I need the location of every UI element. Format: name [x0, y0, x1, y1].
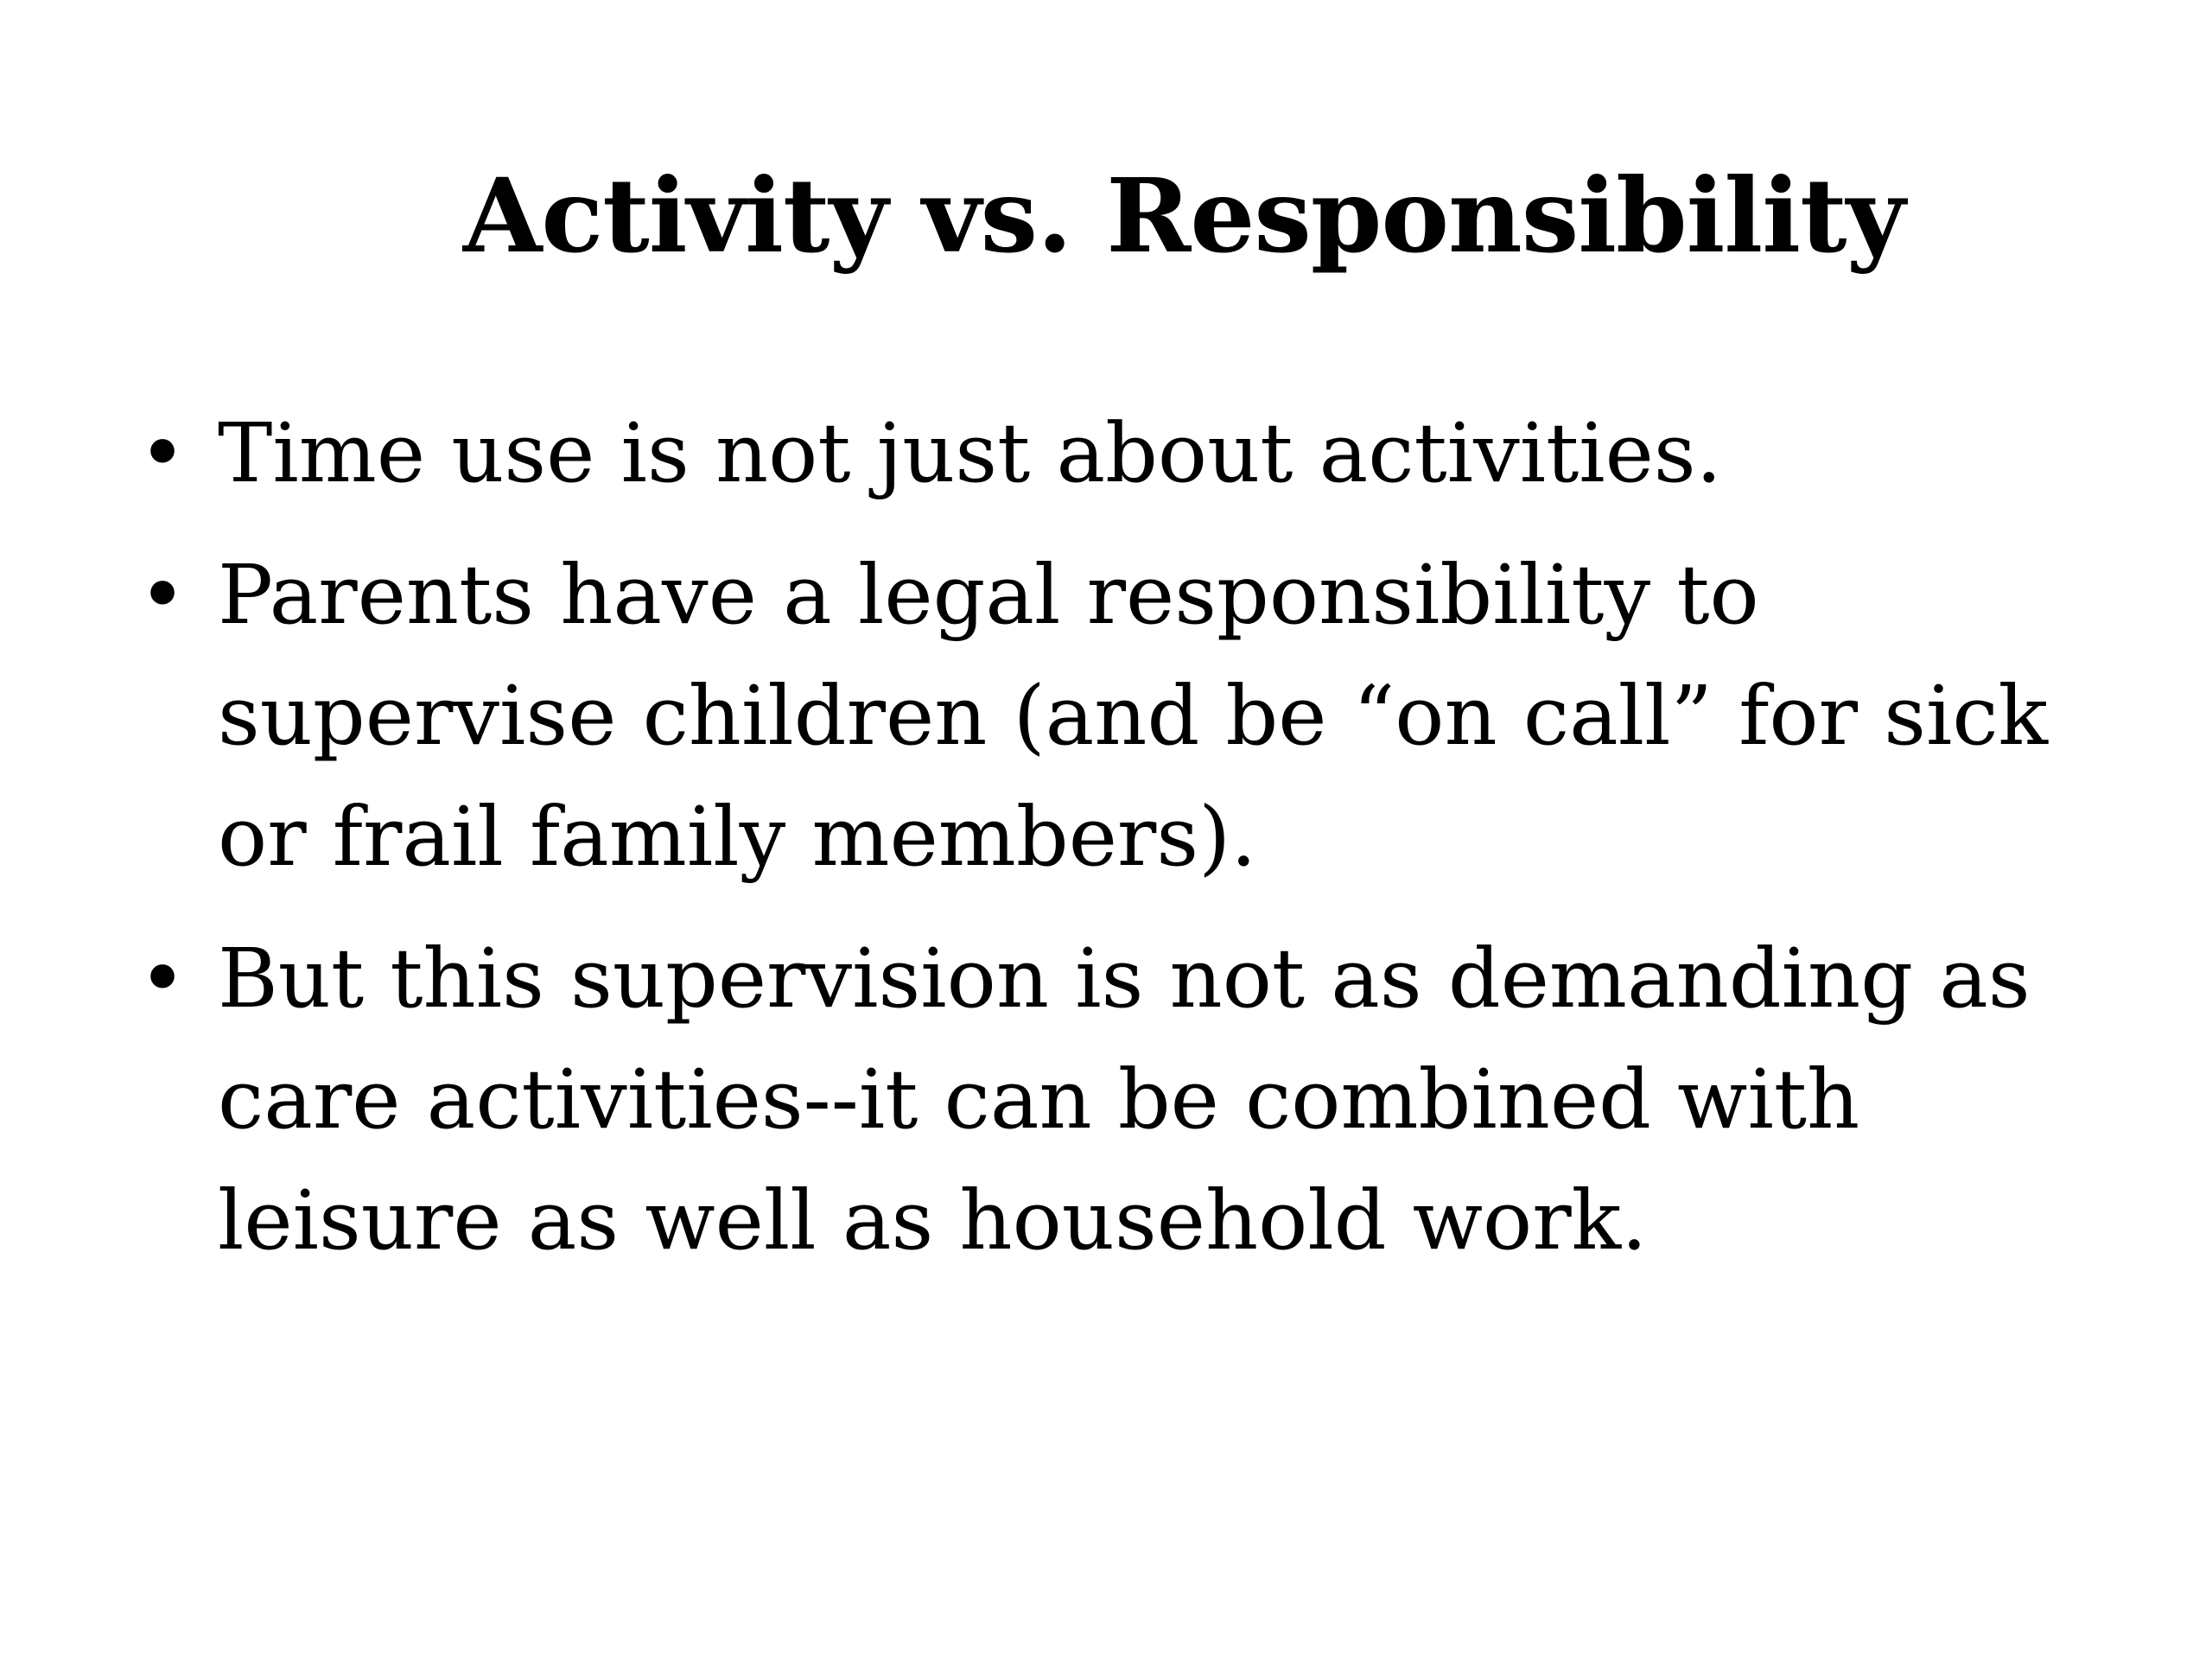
- bullet-item: [138, 535, 2126, 898]
- bullet-text: Parents have a legal responsibility to supervise children (and be “on call” for sick or frail family members).: [218, 548, 2049, 885]
- bullet-item: [138, 393, 2126, 514]
- bullet-marker: •: [138, 548, 188, 643]
- bullet-marker: •: [138, 406, 188, 501]
- bullet-text: But this supervision is not as demanding as care activities--it can be combined with leisure as well as household work.: [218, 931, 2031, 1268]
- bullet-marker: •: [138, 931, 188, 1027]
- bullet-list: [138, 393, 2126, 1302]
- bullet-text: Time use is not just about activities.: [218, 406, 1722, 501]
- slide-title: Activity vs. Responsibility: [462, 156, 1905, 276]
- bullet-item: [138, 918, 2126, 1281]
